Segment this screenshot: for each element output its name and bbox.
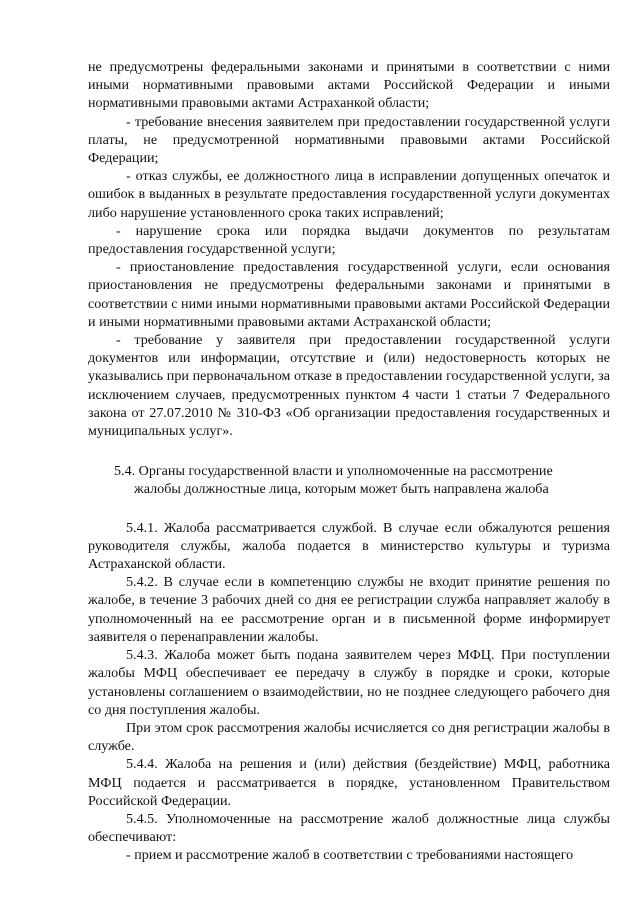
paragraph: 5.4.1. Жалоба рассматривается службой. В случае если обжалуются решения руководителя службы, жалоба подается в министерство культуры и туризма Астраханской области. bbox=[88, 519, 610, 573]
paragraph: 5.4.2. В случае если в компетенцию службы не входит принятие решения по жалобе, в течение 3 рабочих дней со дня ее регистрации служба направляет жалобу в уполномоченный на ее рассмотрение орган и в письменной форме информирует заявителя о перенаправлении жалобы. bbox=[88, 574, 610, 645]
paragraph: 5.4.3. Жалоба может быть подана заявителем через МФЦ. При поступлении жалобы МФЦ обеспечивает ее передачу в службу в порядке и сроки, которые установлены соглашением о взаимодействии, но не позднее следующего рабочего дня со дня поступления жалобы. bbox=[88, 647, 610, 718]
paragraph: При этом срок рассмотрения жалобы исчисляется со дня регистрации жалобы в службе. bbox=[88, 719, 610, 755]
heading-line-1: 5.4. Органы государственной власти и уполномоченные на рассмотрение bbox=[114, 463, 553, 480]
paragraph: 5.4.5. Уполномоченные на рассмотрение жалоб должностные лица службы обеспечивают: bbox=[88, 810, 610, 846]
paragraph: 5.4.4. Жалоба на решения и (или) действия (бездействие) МФЦ, работника МФЦ подается и рассматривается в порядке, установленном Правительством Российской Федерации. bbox=[88, 756, 610, 809]
list-item: - приостановление предоставления государственной услуги, если основания приостановления не предусмотрены федеральными законами и принятыми в соответствии с ними иными нормативными правовыми актами Российской Федерации и иными нормативными правовыми актами Астраханской области; bbox=[88, 259, 610, 330]
list-item: - нарушение срока или порядка выдачи документов по результатам предоставления государственной услуги; bbox=[88, 222, 610, 258]
top-text-block bbox=[88, 58, 610, 440]
list-item: - отказ службы, ее должностного лица в исправлении допущенных опечаток и ошибок в выданных в результате предоставления государственной услуги документах либо нарушение установленного срока таких исправлений; bbox=[88, 168, 610, 221]
section-heading bbox=[88, 462, 610, 498]
list-item: - требование у заявителя при предоставлении государственной услуги документов или информации, отсутствие и (или) недостоверность которых не указывались при первоначальном отказе в предоставлении государственной услуги, за исключением случаев, предусмотренных пунктом 4 части 1 статьи 7 Федерального закона от 27.07.2010 № 310-ФЗ «Об организации предоставления государственных и муниципальных услуг». bbox=[88, 332, 610, 440]
heading-line-2: жалобы должностные лица, которым может быть направлена жалоба bbox=[134, 481, 549, 498]
paragraph-continuation: не предусмотрены федеральными законами и принятыми в соответствии с ними иными нормативными правовыми актами Российской Федерации и иными нормативными правовыми актами Астраханкой области; bbox=[88, 59, 610, 112]
bottom-text-block bbox=[88, 519, 610, 865]
list-item: - прием и рассмотрение жалоб в соответствии с требованиями настоящего bbox=[126, 847, 574, 864]
list-item: - требование внесения заявителем при предоставлении государственной услуги платы, не предусмотренной нормативными правовыми актами Российской Федерации; bbox=[88, 113, 610, 167]
